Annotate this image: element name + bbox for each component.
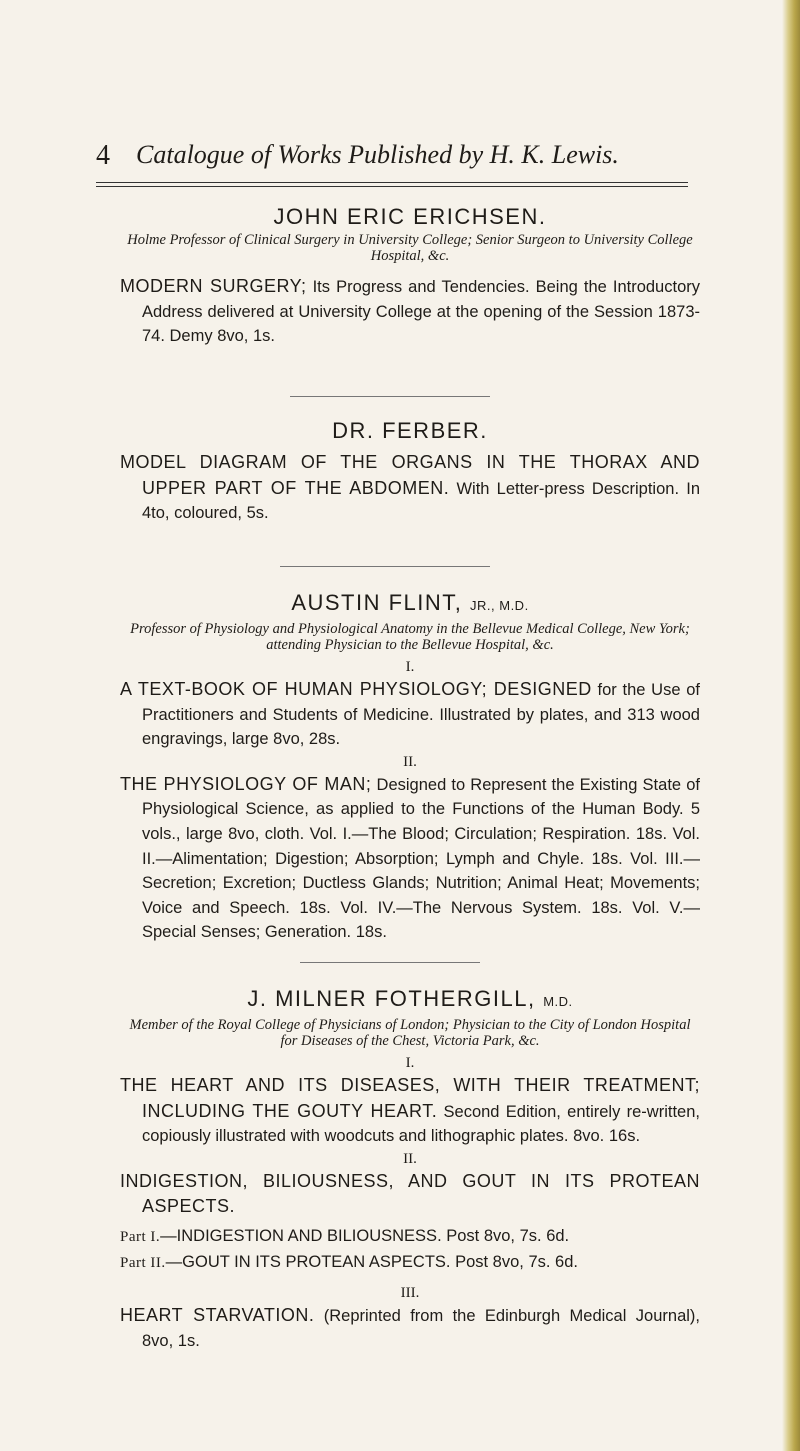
entry-title: MODERN SURGERY; [120, 276, 307, 296]
entry-description: for the Use of Practitioners and Students of Medicine. Illustrated by plates, and 313 wood engravings, large 8vo, 28s. [142, 681, 700, 749]
author-credential: Holme Professor of Clinical Surgery in University College; Senior Surgeon to University College Hospital, &c. [127, 232, 693, 264]
part-description: —INDIGESTION AND BILIOUSNESS. Post 8vo, 7s. 6d. [160, 1226, 570, 1245]
entry-description: With Letter-press Description. In 4to, coloured, 5s. [142, 479, 701, 523]
author-name [120, 590, 700, 619]
section-flint [120, 590, 700, 945]
running-title: Catalogue of Works Published by H. K. Lewis. [136, 140, 619, 169]
entry-title: MODEL DIAGRAM OF THE ORGANS IN THE THORAX AND UPPER PART OF THE ABDOMEN. [120, 452, 700, 498]
author-name-main: AUSTIN FLINT, [291, 590, 463, 615]
section-fothergill [120, 986, 700, 1353]
header-rule-thin [96, 186, 688, 187]
entry-description: Designed to Represent the Existing State of Physiological Science, as applied to the Functions of the Human Body. 5 vols., large 8vo, cloth. Vol. I.—The Blood; Circulation; Respiration. 18s. Vol. II.—Alimentation; Digestion; Absorption; Lymph and Chyle. 18s. Vol. III.—Secretion; Excretion; Ductless Glands; Nutrition; Animal Heat; Movements; Voice and Speech. 18s. Vol. IV.—The Nervous System. 18s. Vol. V.—Special Senses; Generation. 18s. [142, 775, 700, 942]
entry-title: THE HEART AND ITS DISEASES, WITH THEIR TREATMENT; INCLUDING THE GOUTY HEART. [120, 1075, 700, 1121]
part-description: —GOUT IN ITS PROTEAN ASPECTS. Post 8vo, 7s. 6d. [165, 1252, 578, 1271]
author-suffix: M.D. [543, 994, 573, 1009]
part-label: Part II. [120, 1254, 166, 1271]
catalogue-entry [120, 1303, 700, 1353]
catalogue-entry [120, 274, 700, 349]
entry-title: HEART STARVATION. [120, 1305, 315, 1326]
part-label: Part I. [120, 1228, 161, 1245]
author-name: JOHN ERIC ERICHSEN. [273, 204, 547, 229]
catalogue-entry [120, 677, 700, 752]
page-edge [782, 0, 800, 1451]
entry-numeral: II. [403, 1150, 417, 1167]
section-erichsen [120, 204, 700, 349]
author-name: DR. FERBER. [332, 418, 488, 443]
catalogue-entry [120, 450, 700, 526]
author-credential: Professor of Physiology and Physiological Anatomy in the Bellevue Medical College, New York; attending Physician to the Bellevue Hospital, &c. [130, 621, 690, 653]
page-number: 4 [96, 140, 110, 171]
entry-numeral: I. [405, 659, 415, 675]
catalogue-entry [120, 1169, 700, 1220]
entry-title: THE PHYSIOLOGY OF MAN; [120, 773, 372, 794]
entry-description: (Reprinted from the Edinburgh Medical Journal), 8vo, 1s. [142, 1307, 700, 1350]
author-name [120, 986, 700, 1015]
author-credential: Member of the Royal College of Physicians of London; Physician to the City of London Hospital for Diseases of the Chest, Victoria Park, &c. [129, 1017, 691, 1049]
entry-description: Its Progress and Tendencies. Being the Introductory Address delivered at University College at the opening of the Session 1873-74. Demy 8vo, 1s. [142, 278, 700, 346]
entry-title: INDIGESTION, BILIOUSNESS, AND GOUT IN ITS PROTEAN ASPECTS. [120, 1170, 700, 1217]
catalogue-entry [120, 1073, 700, 1149]
entry-part [120, 1224, 700, 1250]
entry-numeral: I. [405, 1055, 415, 1071]
section-divider [290, 396, 490, 397]
section-divider [280, 566, 490, 567]
entry-numeral: II. [403, 753, 417, 770]
author-suffix: JR., M.D. [470, 598, 529, 613]
entry-title: A TEXT-BOOK OF HUMAN PHYSIOLOGY; DESIGNED [120, 679, 592, 699]
entry-numeral: III. [400, 1285, 420, 1302]
entry-description: Second Edition, entirely re-written, copiously illustrated with woodcuts and lithographic plates. 8vo. 16s. [142, 1102, 700, 1146]
entry-part [120, 1250, 700, 1276]
author-name-main: J. MILNER FOTHERGILL, [247, 986, 536, 1011]
catalogue-entry [120, 772, 700, 945]
section-ferber [120, 418, 700, 526]
section-divider [300, 962, 480, 963]
header-rule [96, 182, 688, 183]
